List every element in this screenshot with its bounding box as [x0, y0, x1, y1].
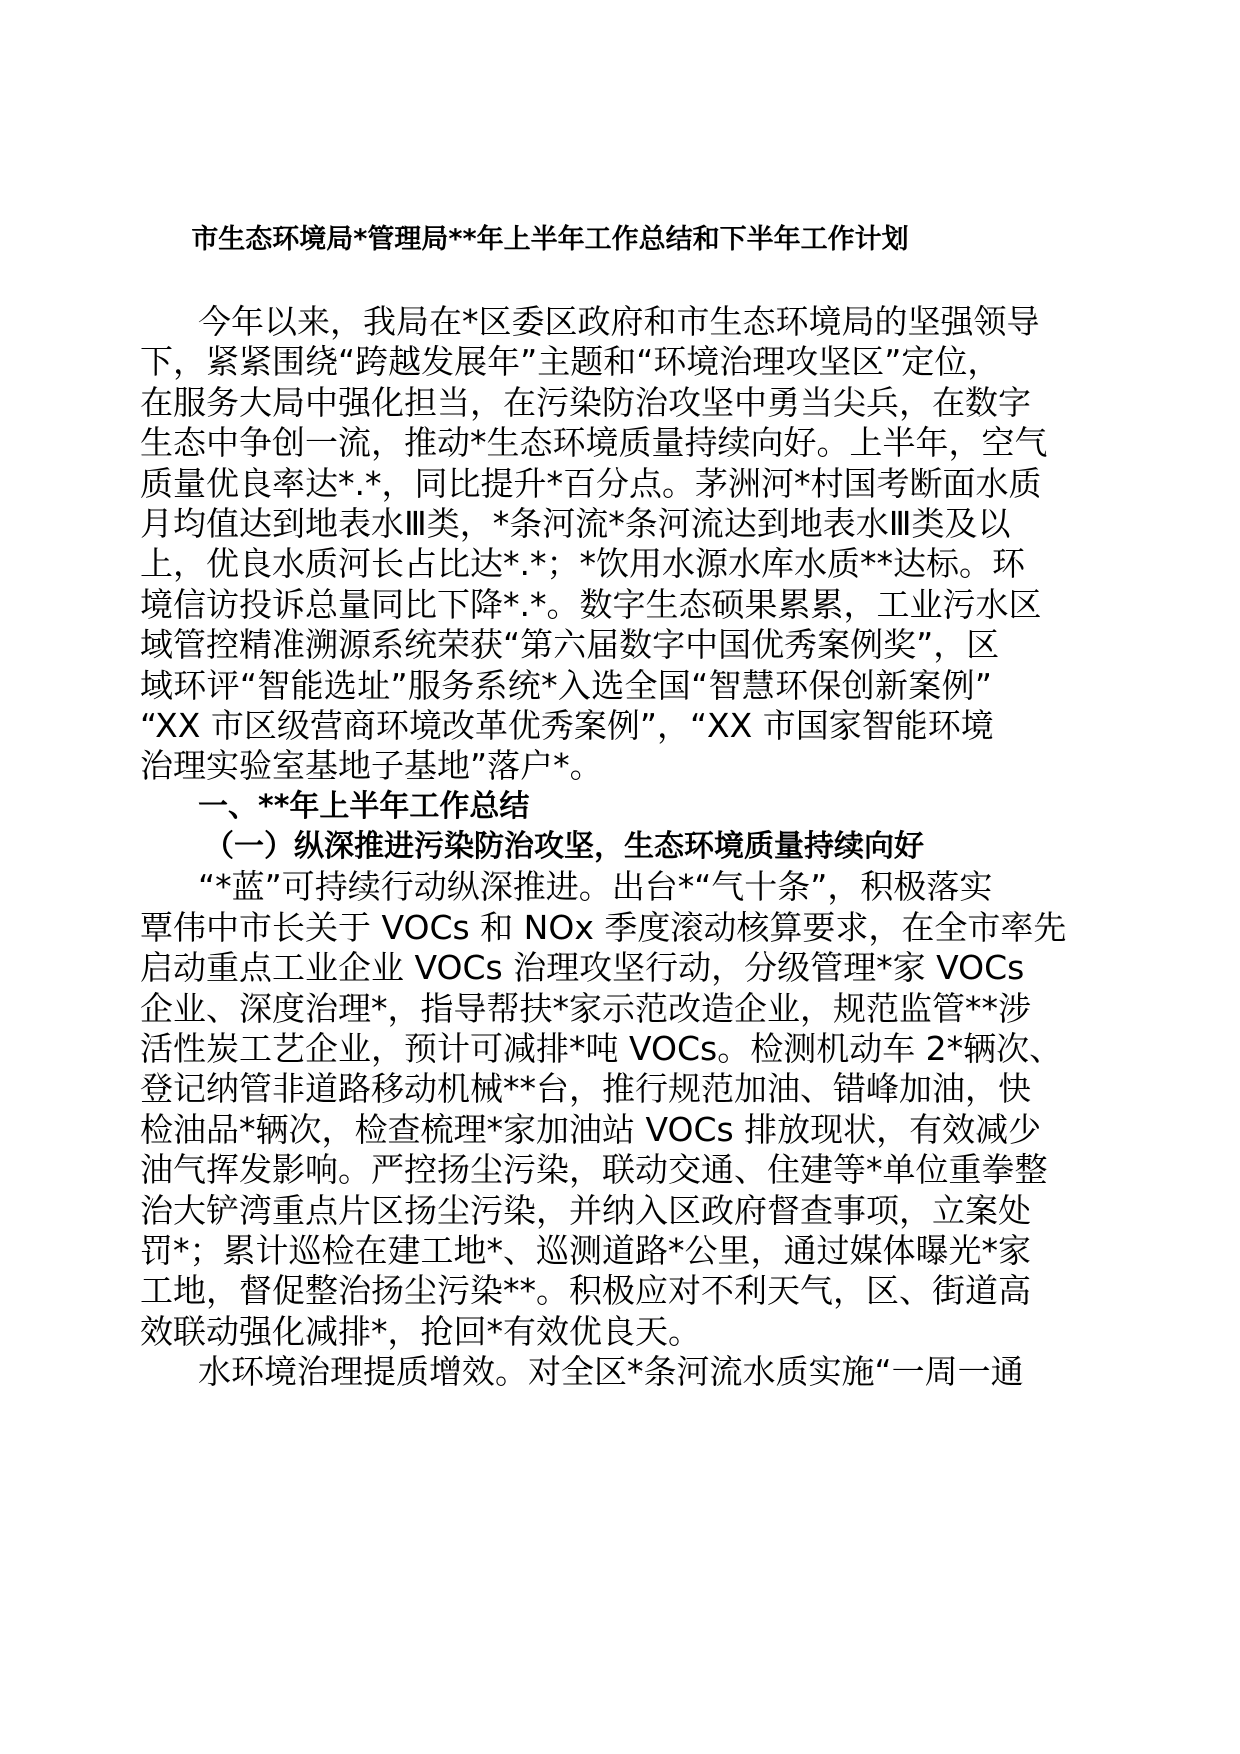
text-line: 质量优良率达*.*，同比提升*百分点。茅洲河*村国考断面水质	[140, 463, 1042, 503]
text-line: 效联动强化减排*，抢回*有效优良天。	[140, 1311, 701, 1351]
text-line: 月均值达到地表水Ⅲ类，*条河流*条河流达到地表水Ⅲ类及以	[140, 503, 1011, 543]
text-line: 域管控精准溯源系统荣获“第六届数字中国优秀案例奖”，区	[140, 625, 1000, 665]
document-body	[140, 302, 1067, 1393]
text-line: 生态中争创一流，推动*生态环境质量持续向好。上半年，空气	[140, 423, 1048, 463]
text-line: 登记纳管非道路移动机械**台，推行规范加油、错峰加油，快	[140, 1069, 1031, 1109]
text-line: 覃伟中市长关于 VOCs 和 NOx 季度滚动核算要求，在全市率先	[140, 907, 1067, 947]
text-line: 工地，督促整治扬尘污染**。积极应对不利天气，区、街道高	[140, 1271, 1031, 1311]
text-line: “*蓝”可持续行动纵深推进。出台*“气十条”，积极落实	[198, 867, 993, 907]
text-line: “XX 市区级营商环境改革优秀案例”，“XX 市国家智能环境	[140, 705, 994, 745]
text-line: 下，紧紧围绕“跨越发展年”主题和“环境治理攻坚区”定位，	[140, 342, 1001, 382]
text-line: 在服务大局中强化担当，在污染防治攻坚中勇当尖兵，在数字	[140, 382, 1031, 422]
text-line: 启动重点工业企业 VOCs 治理攻坚行动，分级管理*家 VOCs	[140, 948, 1025, 988]
text-line: 域环评“智能选址”服务系统*入选全国“智慧环保创新案例”	[140, 665, 992, 705]
text-line: 活性炭工艺企业，预计可减排*吨 VOCs。检测机动车 2*辆次、	[140, 1029, 1063, 1069]
text-line: 治理实验室基地子基地”落户*。	[140, 746, 603, 786]
text-line: 检油品*辆次，检查梳理*家加油站 VOCs 排放现状，有效减少	[140, 1109, 1042, 1149]
document-title: 市生态环境局*管理局**年上半年工作总结和下半年工作计划	[191, 224, 909, 255]
subsection-heading: （一）纵深推进污染防治攻坚，生态环境质量持续向好	[204, 829, 924, 865]
text-line: 治大铲湾重点片区扬尘污染，并纳入区政府督查事项，立案处	[140, 1190, 1031, 1230]
text-line: 水环境治理提质增效。对全区*条河流水质实施“一周一通	[198, 1352, 1024, 1392]
text-line: 油气挥发影响。严控扬尘污染，联动交通、住建等*单位重拳整	[140, 1150, 1048, 1190]
text-line: 企业、深度治理*，指导帮扶*家示范改造企业，规范监管**涉	[140, 988, 1031, 1028]
text-line: 今年以来，我局在*区委区政府和市生态环境局的坚强领导	[198, 302, 1040, 341]
text-line: 上，优良水质河长占比达*.*；*饮用水源水库水质**达标。环	[140, 544, 1025, 584]
section-heading: 一、**年上半年工作总结	[198, 788, 530, 824]
text-line: 境信访投诉总量同比下降*.*。数字生态硕果累累，工业污水区	[140, 584, 1042, 624]
text-line: 罚*；累计巡检在建工地*、巡测道路*公里，通过媒体曝光*家	[140, 1230, 1031, 1270]
